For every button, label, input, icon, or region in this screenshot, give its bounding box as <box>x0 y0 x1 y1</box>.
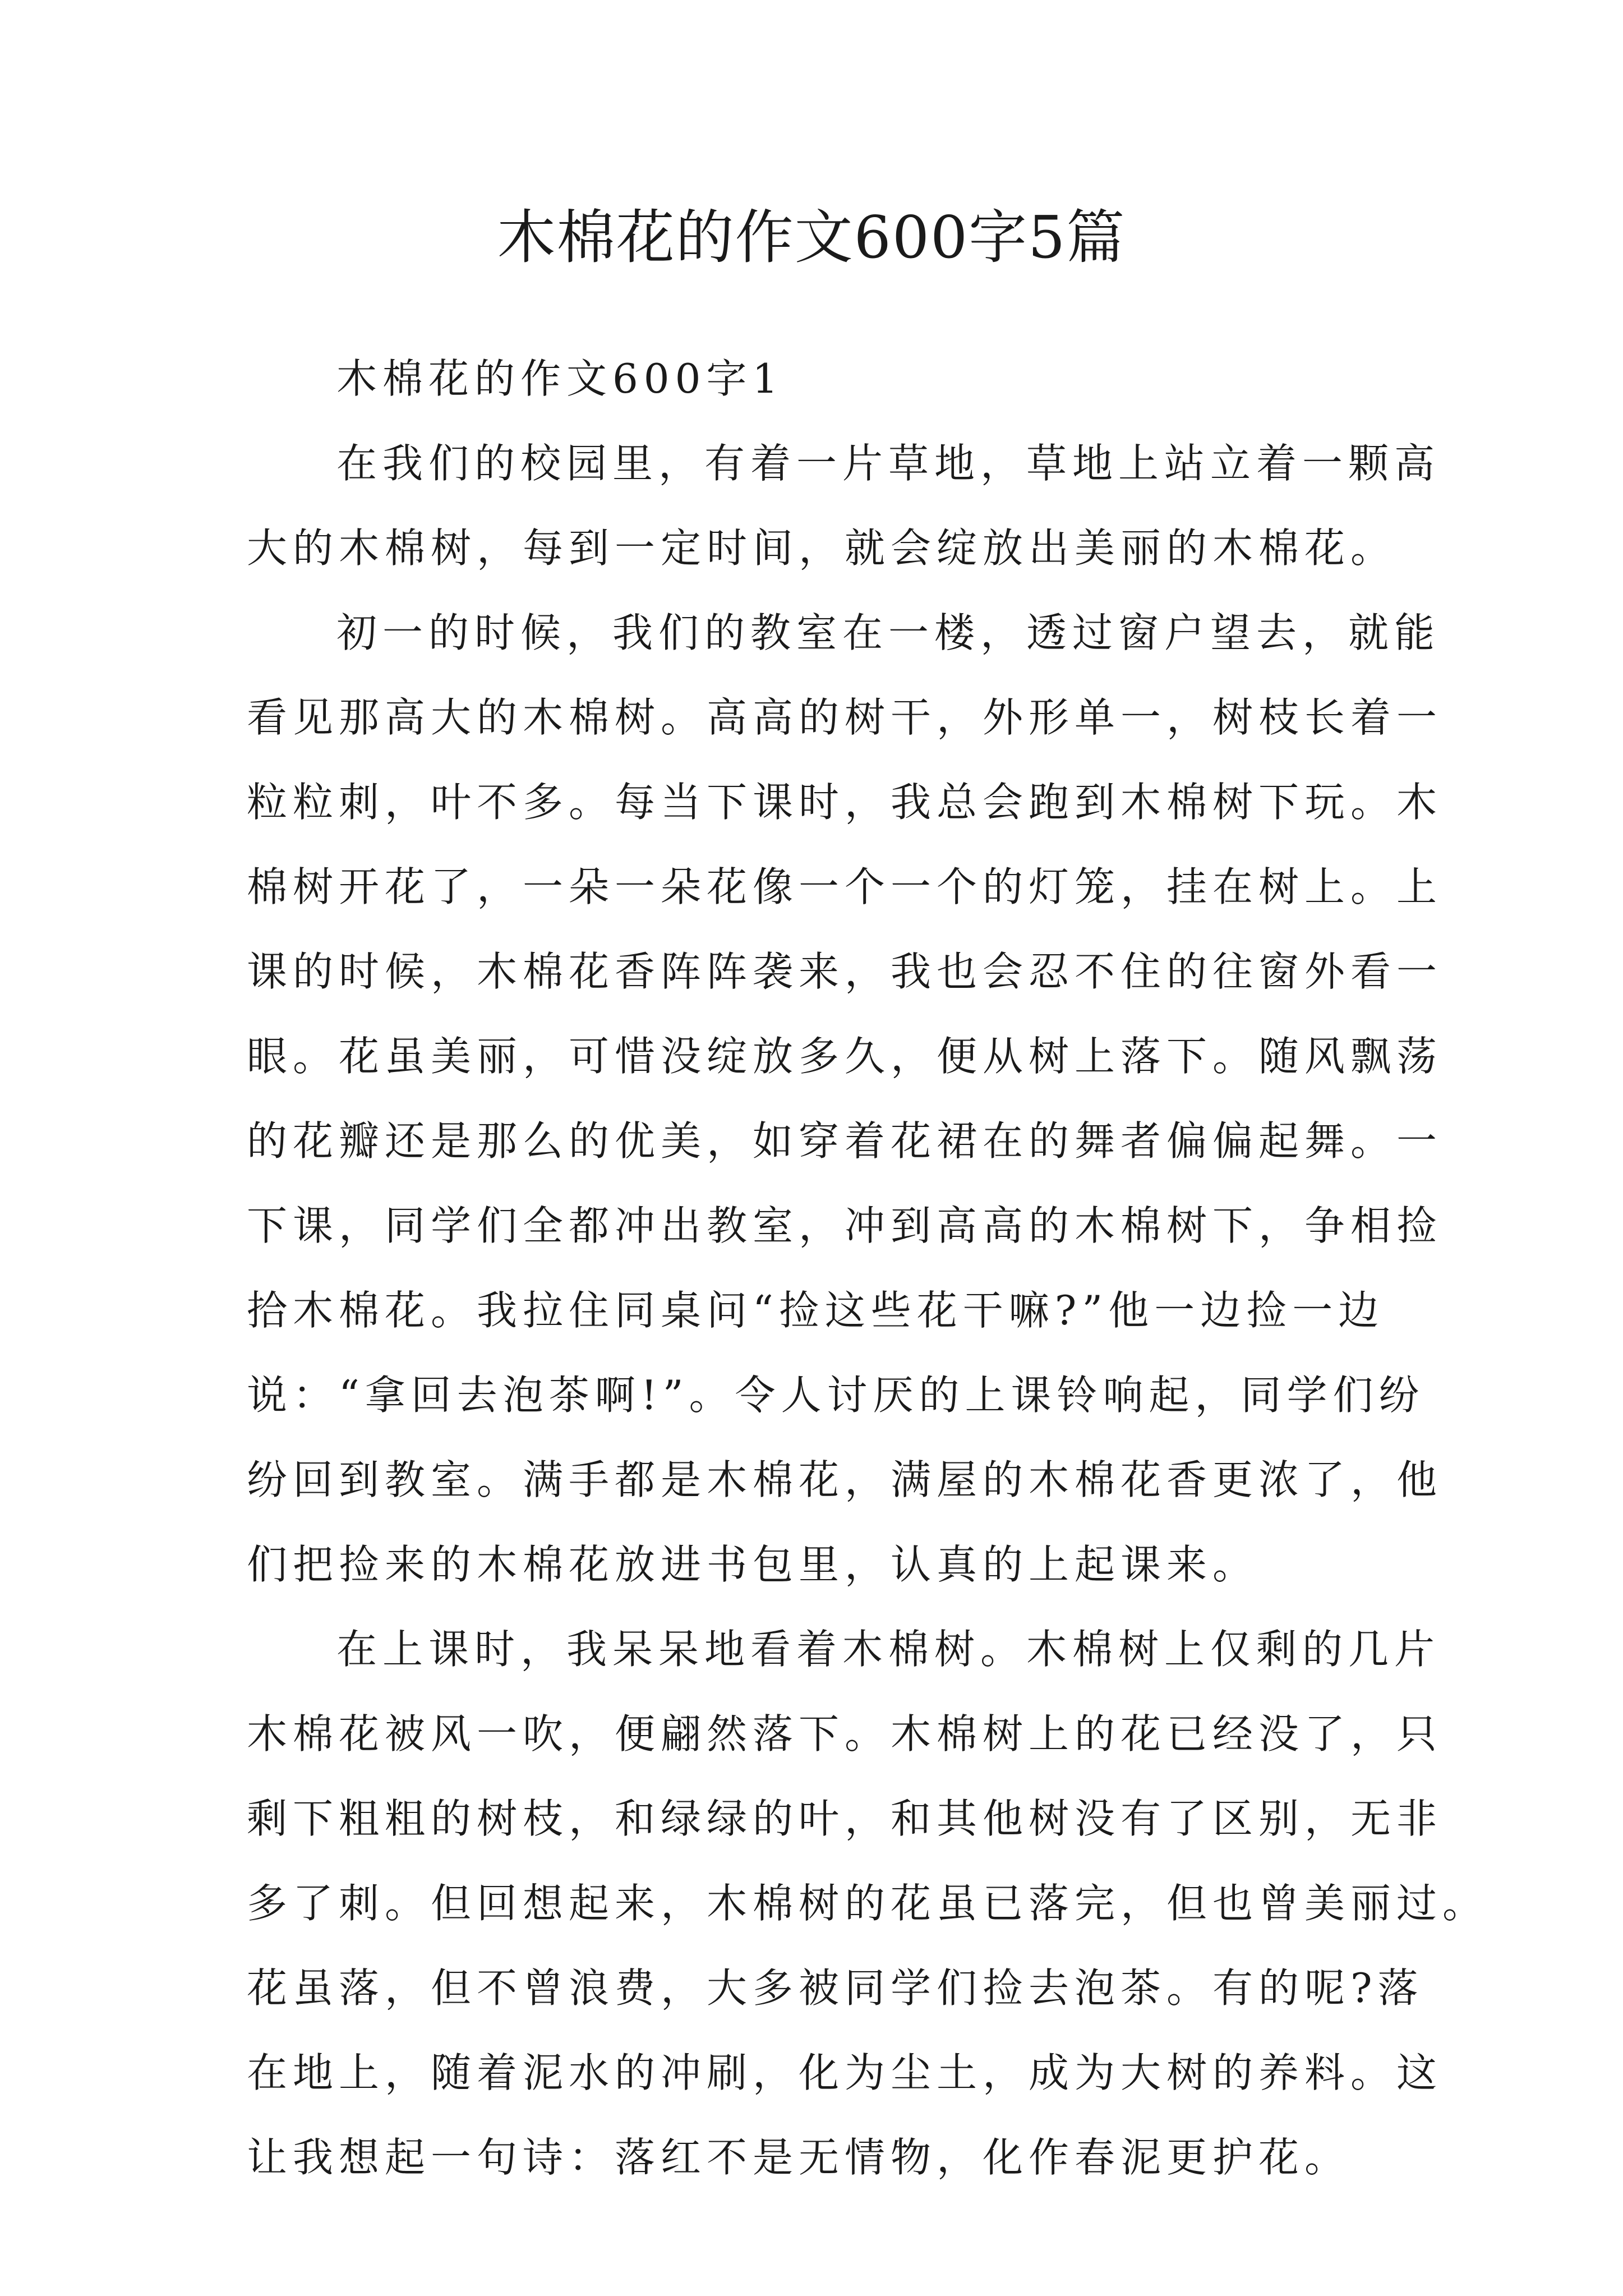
text-line: 下课，同学们全都冲出教室，冲到高高的木棉树下，争相捡 <box>247 1202 1443 1249</box>
text-line: 棉树开花了，一朵一朵花像一个一个的灯笼，挂在树上。上 <box>247 863 1443 910</box>
text-line: 花虽落，但不曾浪费，大多被同学们捡去泡茶。有的呢?落 <box>247 1964 1424 2012</box>
text-line: 木棉花被风一吹，便翩然落下。木棉树上的花已经没了，只 <box>247 1710 1443 1757</box>
document-title: 木棉花的作文600字5篇 <box>497 203 1126 272</box>
text-line: 课的时候，木棉花香阵阵袭来，我也会忍不住的往窗外看一 <box>247 948 1443 995</box>
text-line: 说：“拿回去泡茶啊!”。令人讨厌的上课铃响起，同学们纷 <box>247 1372 1425 1419</box>
text-line: 拾木棉花。我拉住同桌问“捡这些花干嘛?”他一边捡一边 <box>247 1287 1385 1334</box>
text-line: 多了刺。但回想起来，木棉树的花虽已落完，但也曾美丽过。 <box>247 1880 1489 1927</box>
text-line: 的花瓣还是那么的优美，如穿着花裙在的舞者偏偏起舞。一 <box>247 1117 1443 1165</box>
document-body <box>247 337 1489 2200</box>
text-line: 剩下粗粗的树枝，和绿绿的叶，和其他树没有了区别，无非 <box>247 1795 1443 1842</box>
text-line: 初一的时候，我们的教室在一楼，透过窗户望去，就能 <box>336 609 1441 656</box>
text-line: 让我想起一句诗：落红不是无情物，化作春泥更护花。 <box>247 2134 1351 2181</box>
text-line: 纷回到教室。满手都是木棉花，满屋的木棉花香更浓了，他 <box>247 1456 1443 1503</box>
text-line: 在上课时，我呆呆地看着木棉树。木棉树上仅剩的几片 <box>336 1626 1441 1673</box>
section-heading: 木棉花的作文600字1 <box>336 355 784 402</box>
text-line: 眼。花虽美丽，可惜没绽放多久，便从树上落下。随风飘荡 <box>247 1033 1443 1080</box>
text-line: 看见那高大的木棉树。高高的树干，外形单一，树枝长着一 <box>247 694 1443 741</box>
text-line: 们把捡来的木棉花放进书包里，认真的上起课来。 <box>247 1541 1259 1588</box>
text-line: 在我们的校园里，有着一片草地，草地上站立着一颗高 <box>336 440 1441 487</box>
text-line: 在地上，随着泥水的冲刷，化为尘土，成为大树的养料。这 <box>247 2049 1443 2096</box>
text-line: 大的木棉树，每到一定时间，就会绽放出美丽的木棉花。 <box>247 524 1397 572</box>
text-line: 粒粒刺，叶不多。每当下课时，我总会跑到木棉树下玩。木 <box>247 779 1443 826</box>
